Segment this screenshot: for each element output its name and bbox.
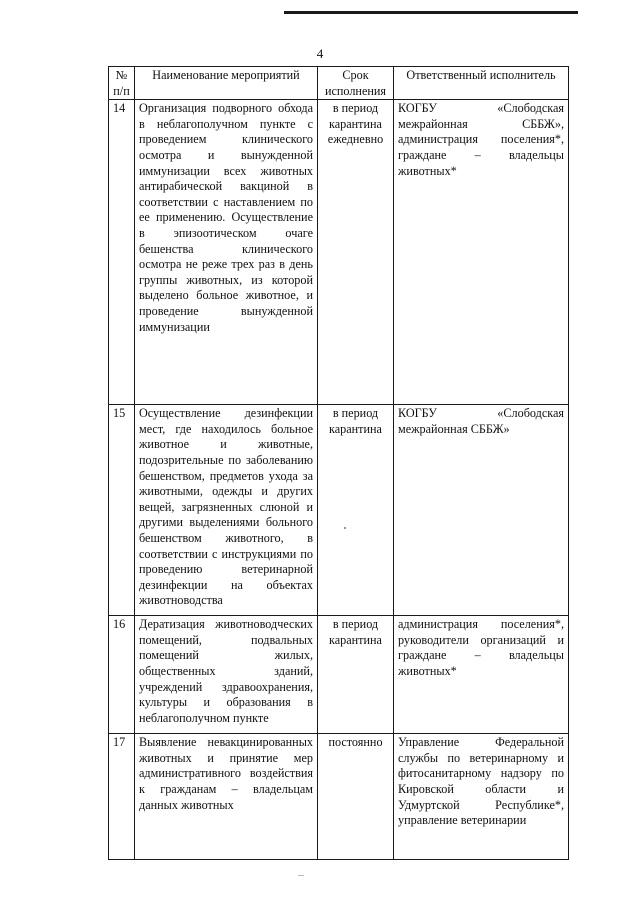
header-responsible: Ответственный исполнитель (394, 67, 569, 100)
row-num: 17 (109, 734, 135, 860)
row-num: 14 (109, 100, 135, 405)
row-num: 16 (109, 616, 135, 734)
row-name: Выявление невакцинированных животных и принятие мер административного воздействия к гражданам – владельцам данных животных (135, 734, 318, 860)
row-term: в период карантина ежедневно (318, 100, 394, 405)
row-responsible: КОГБУ «Слободская межрайонная СББЖ» (394, 405, 569, 616)
row-responsible: КОГБУ «Слободская межрайонная СББЖ», администрация поселения*, граждане – владельцы животных* (394, 100, 569, 405)
table-row (109, 405, 569, 616)
row-term: в период карантина (318, 616, 394, 734)
table-row (109, 734, 569, 860)
row-term: постоянно (318, 734, 394, 860)
header-num: № п/п (109, 67, 135, 100)
measures-table (108, 66, 569, 860)
row-term: в период карантина (318, 405, 394, 616)
row-name: Осуществление дезинфекции мест, где находилось больное животное и животные, подозрительные по заболеванию бешенством, предметов ухода за животными, одежды и других вещей, загрязненных слюной и другими выделениями больного бешенством животного, в соответствии с инструкциями по проведению ветеринарной дезинфекции на объектах животноводства (135, 405, 318, 616)
page-number: 4 (316, 46, 324, 61)
row-responsible: администрация поселения*, руководители организаций и граждане – владельцы животных* (394, 616, 569, 734)
scan-speck (344, 527, 346, 529)
row-num: 15 (109, 405, 135, 616)
table-row (109, 616, 569, 734)
header-term: Срок исполнения (318, 67, 394, 100)
table-header-row (109, 67, 569, 100)
row-name: Организация подворного обхода в неблагополучном пункте с проведением клинического осмотра и вынужденной иммунизации всех животных антирабической вакциной в соответствии с наставлением по ее применению. Осуществление в эпизоотическом очаге бешенства клинического осмотра не реже трех раз в день группы животных, из которой выделено больное животное, и проведение вынужденной иммунизации (135, 100, 318, 405)
row-name: Дератизация животноводческих помещений, подвальных помещений жилых, общественных зданий, учреждений здравоохранения, культуры и образования в неблагополучном пункте (135, 616, 318, 734)
scan-speck (298, 875, 304, 876)
row-responsible: Управление Федеральной службы по ветеринарному и фитосанитарному надзору по Кировской области и Удмуртской Республике*, управление ветеринарии (394, 734, 569, 860)
top-rule (284, 11, 578, 14)
header-name: Наименование мероприятий (135, 67, 318, 100)
table-row (109, 100, 569, 405)
